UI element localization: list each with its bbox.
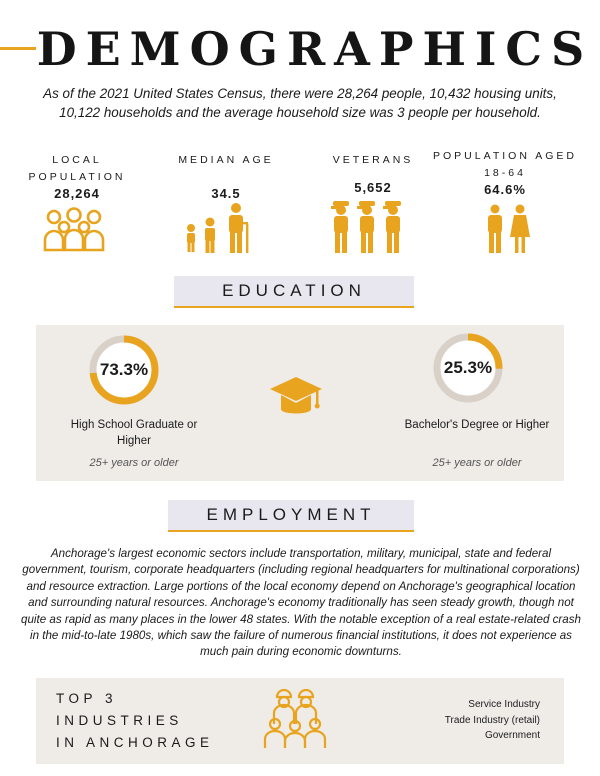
education-banner [174, 276, 414, 308]
high-school-note: 25+ years or older [89, 457, 179, 469]
caption-line: High School Graduate or [70, 419, 198, 431]
stat-label-line: POPULATION [28, 171, 126, 183]
adults-icon [484, 204, 532, 254]
group-icon [42, 206, 106, 254]
stat-value: 5,652 [354, 180, 392, 195]
industries-title-line: IN ANCHORAGE [56, 735, 214, 750]
industry-item: Service Industry [468, 699, 540, 710]
page-title: DEMOGRAPHICS [36, 22, 594, 76]
industries-title [56, 688, 256, 754]
employment-text: Anchorage's largest economic sectors include transportation, military, municipal, state and federal government, tourism, corporate headquarters (including regional headquarters for multinational corporations) and resource extraction. Large portions of the local economy depend on Anchorage's geographical location and surrounding natural resources. Anchorage's economy traditionally has seen steady growth, though not quite as rapid as many places in the lower 48 states. With the notable exception of a real estate-related crash in the mid-to-late 1980s, which saw the failure of numerous financial institutions, it does not experience as much pain during economic downturns. [21, 547, 581, 659]
education-heading: EDUCATION [222, 281, 366, 300]
stat-value: 28,264 [54, 186, 100, 201]
intro-text: As of the 2021 United States Census, there were 28,264 people, 10,432 housing units, 10,122 households and the average household size was 3 people per household. [43, 86, 557, 120]
stat-label-line: VETERANS [332, 154, 414, 166]
caption-line: Higher [117, 435, 151, 447]
stat-local-population [22, 152, 132, 201]
stat-label-line: MEDIAN AGE [178, 154, 274, 166]
workers-icon [262, 686, 328, 750]
stat-veterans [318, 152, 428, 195]
stat-value: 64.6% [484, 182, 526, 197]
graduation-cap-icon [268, 373, 324, 421]
high-school-caption [54, 417, 214, 449]
industries-title-line: INDUSTRIES [56, 713, 183, 728]
stat-label-line: LOCAL [52, 154, 102, 166]
bachelors-percent: 25.3% [443, 358, 493, 377]
industries-title-line: TOP 3 [56, 691, 118, 706]
employment-banner [168, 500, 414, 532]
stat-label-line: 18-64 [484, 167, 526, 179]
stat-population-aged [430, 148, 580, 197]
industry-item: Trade Industry (retail) [444, 714, 540, 726]
saluting-soldiers-icon [330, 198, 406, 254]
stat-value: 34.5 [211, 186, 241, 201]
employment-heading: EMPLOYMENT [206, 505, 376, 524]
caption-line: Bachelor's Degree or Higher [404, 419, 550, 431]
industries-list [400, 697, 540, 744]
bachelors-caption [392, 417, 562, 433]
high-school-percent: 73.3% [99, 360, 149, 379]
bachelors-note: 25+ years or older [432, 457, 522, 469]
stat-label-line: POPULATION AGED [433, 150, 577, 162]
stat-median-age [172, 152, 280, 201]
age-family-icon [182, 202, 258, 254]
industry-item: Government [484, 730, 540, 741]
